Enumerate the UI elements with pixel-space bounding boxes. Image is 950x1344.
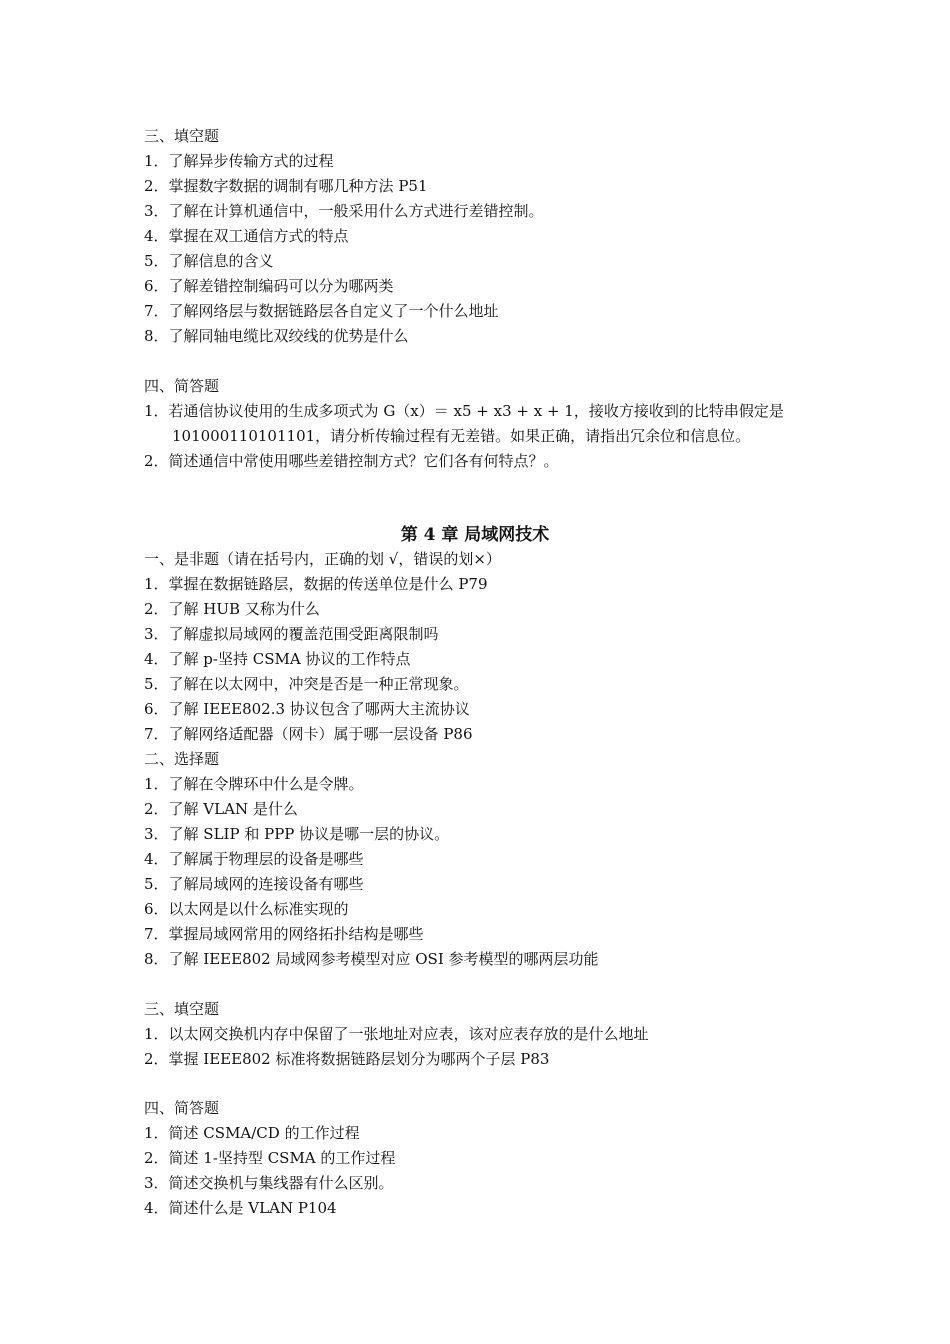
list-item: 4．了解属于物理层的设备是哪些: [144, 850, 364, 868]
section-heading-short: 四、简答题: [144, 377, 220, 395]
list-item: 4．了解 p-坚持 CSMA 协议的工作特点: [144, 650, 411, 668]
list-item: 7．了解网络适配器（网卡）属于哪一层设备 P86: [144, 725, 473, 743]
list-item: 1．以太网交换机内存中保留了一张地址对应表，该对应表存放的是什么地址: [144, 1025, 649, 1043]
list-item: 8．了解 IEEE802 局域网参考模型对应 OSI 参考模型的哪两层功能: [144, 950, 599, 968]
list-item: 6．以太网是以什么标准实现的: [144, 900, 349, 918]
list-item: 1．简述 CSMA/CD 的工作过程: [144, 1124, 360, 1142]
section-heading-true-false: 一、是非题（请在括号内，正确的划 √，错误的划×）: [144, 550, 501, 568]
list-item: 4．掌握在双工通信方式的特点: [144, 227, 349, 245]
list-item: 2．了解 HUB 又称为什么: [144, 600, 320, 618]
chapter-title: 第 4 章 局域网技术: [400, 525, 550, 545]
list-item: 2．简述 1-坚持型 CSMA 的工作过程: [144, 1149, 396, 1167]
list-item: 5．了解在以太网中，冲突是否是一种正常现象。: [144, 675, 469, 693]
list-item: 7．掌握局域网常用的网络拓扑结构是哪些: [144, 925, 424, 943]
list-item: 3．简述交换机与集线器有什么区别。: [144, 1174, 394, 1192]
list-item: 7．了解网络层与数据链路层各自定义了一个什么地址: [144, 302, 499, 320]
list-item: 5．了解局域网的连接设备有哪些: [144, 875, 364, 893]
list-item: 1．掌握在数据链路层，数据的传送单位是什么 P79: [144, 575, 488, 593]
list-item: 1．了解在令牌环中什么是令牌。: [144, 775, 364, 793]
list-item: 2．掌握 IEEE802 标准将数据链路层划分为哪两个子层 P83: [144, 1050, 550, 1068]
list-item: 6．了解 IEEE802.3 协议包含了哪两大主流协议: [144, 700, 470, 718]
list-item: 1．了解异步传输方式的过程: [144, 152, 334, 170]
section-heading-choice: 二、选择题: [144, 750, 220, 768]
section-heading-fill: 三、填空题: [144, 1000, 220, 1018]
list-item: 6．了解差错控制编码可以分为哪两类: [144, 277, 394, 295]
list-item: 3．了解 SLIP 和 PPP 协议是哪一层的协议。: [144, 825, 450, 843]
list-item: 1．若通信协议使用的生成多项式为 G（x）＝ x5 + x3 + x + 1，接收方接收到的比特串假定是: [144, 402, 784, 420]
list-item: 3．了解在计算机通信中，一般采用什么方式进行差错控制。: [144, 202, 544, 220]
list-item: 2．简述通信中常使用哪些差错控制方式？它们各有何特点？。: [144, 452, 559, 470]
list-item: 2．了解 VLAN 是什么: [144, 800, 298, 818]
list-item: 8．了解同轴电缆比双绞线的优势是什么: [144, 327, 409, 345]
list-item: 3．了解虚拟局域网的覆盖范围受距离限制吗: [144, 625, 439, 643]
list-item-continuation: 101000110101101，请分析传输过程有无差错。如果正确，请指出冗余位和信息位。: [172, 427, 751, 445]
section-heading-fill: 三、填空题: [144, 127, 220, 145]
list-item: 2．掌握数字数据的调制有哪几种方法 P51: [144, 177, 428, 195]
section-heading-short: 四、简答题: [144, 1099, 220, 1117]
list-item: 4．简述什么是 VLAN P104: [144, 1199, 337, 1217]
list-item: 5．了解信息的含义: [144, 252, 274, 270]
